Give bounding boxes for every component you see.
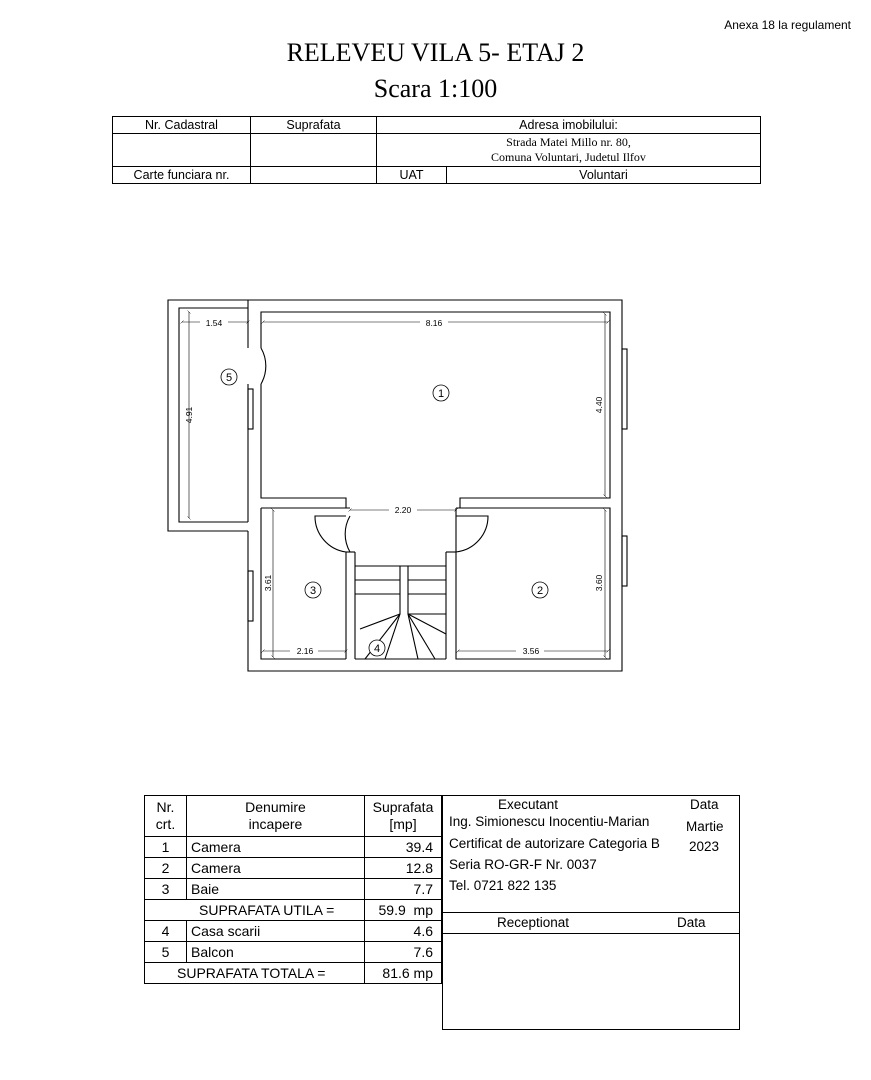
annex-note: Anexa 18 la regulament <box>724 18 851 32</box>
receptionat-label: Receptionat <box>497 915 570 930</box>
data2-label: Data <box>677 915 706 930</box>
rooms-area-table <box>144 795 442 984</box>
row-area: 39.4 <box>365 837 442 858</box>
row-name: Balcon <box>187 942 365 963</box>
dimension-labels <box>184 318 604 656</box>
table-row <box>145 942 442 963</box>
col-name-line-1: Denumire <box>245 799 306 815</box>
nr-cadastral-value <box>113 134 251 167</box>
table-row <box>145 858 442 879</box>
adresa-value <box>377 134 761 167</box>
col-nr-header <box>145 796 187 837</box>
row-name: Camera <box>187 858 365 879</box>
executant-seria: Seria RO-GR-F Nr. 0037 <box>449 857 597 872</box>
table-row <box>145 837 442 858</box>
col-area-line-1: Suprafata <box>372 799 434 815</box>
row-nr: 1 <box>145 837 187 858</box>
col-nr-line-2: crt. <box>155 816 176 832</box>
row-name: Camera <box>187 837 365 858</box>
dim-room1-depth: 4.40 <box>594 396 604 414</box>
uat-value: Voluntari <box>447 167 761 184</box>
uat-label: UAT <box>377 167 447 184</box>
col-area-header <box>365 796 442 837</box>
executant-block <box>442 795 740 1030</box>
suprafata-label: Suprafata <box>251 117 377 134</box>
scale-label: Scara 1:100 <box>373 74 498 103</box>
col-name-header <box>187 796 365 837</box>
dimension-lines <box>182 312 608 657</box>
table-row <box>145 879 442 900</box>
divider <box>443 912 739 913</box>
walls <box>168 300 627 671</box>
row-area: 4.6 <box>365 921 442 942</box>
room-marker-1: 1 <box>437 388 445 400</box>
dim-hall-width: 2.20 <box>394 505 412 515</box>
row-nr: 4 <box>145 921 187 942</box>
col-area-line-2: [mp] <box>389 816 417 832</box>
room-markers <box>221 369 548 656</box>
adresa-line-2: Comuna Voluntari, Judetul Ilfov <box>491 150 646 164</box>
dim-balcony-length: 4.91 <box>184 406 194 424</box>
total-area-row <box>145 963 442 984</box>
dim-room3-depth: 3.61 <box>263 574 273 592</box>
room-marker-3: 3 <box>309 585 317 597</box>
executant-cert: Certificat de autorizare Categoria B <box>449 836 660 851</box>
carte-funciara-label: Carte funciara nr. <box>113 167 251 184</box>
page-title: RELEVEU VILA 5- ETAJ 2 <box>286 38 585 67</box>
table-row <box>145 921 442 942</box>
suprafata-value <box>251 134 377 167</box>
data-label: Data <box>690 797 719 812</box>
dim-main-width: 8.16 <box>425 318 443 328</box>
floor-plan <box>160 294 630 679</box>
adresa-line-1: Strada Matei Millo nr. 80, <box>506 135 631 149</box>
row-area: 7.6 <box>365 942 442 963</box>
dim-balcony-width: 1.54 <box>205 318 223 328</box>
carte-funciara-value <box>251 167 377 184</box>
nr-cadastral-label: Nr. Cadastral <box>113 117 251 134</box>
row-area: 12.8 <box>365 858 442 879</box>
adresa-label: Adresa imobilului: <box>377 117 761 134</box>
room-marker-2: 2 <box>536 585 544 597</box>
executant-label: Executant <box>498 797 559 812</box>
total-area-value: 81.6 mp <box>365 963 442 984</box>
dim-room2-depth: 3.60 <box>594 574 604 592</box>
room-marker-4: 4 <box>373 643 381 655</box>
divider <box>443 933 739 934</box>
executant-name: Ing. Simionescu Inocentiu-Marian <box>449 814 650 829</box>
col-name-line-2: incapere <box>248 816 303 832</box>
util-area-row <box>145 900 442 921</box>
row-nr: 2 <box>145 858 187 879</box>
data-year: 2023 <box>689 839 720 854</box>
total-area-label: SUPRAFATA TOTALA = <box>145 963 365 984</box>
data-month: Martie <box>686 819 724 834</box>
property-header-table <box>112 116 761 184</box>
dim-room3-width: 2.16 <box>296 646 314 656</box>
room-marker-5: 5 <box>225 372 233 384</box>
row-name: Baie <box>187 879 365 900</box>
row-nr: 3 <box>145 879 187 900</box>
util-area-label: SUPRAFATA UTILA = <box>145 900 365 921</box>
dim-room2-width: 3.56 <box>522 646 540 656</box>
executant-tel: Tel. 0721 822 135 <box>449 878 557 893</box>
col-nr-line-1: Nr. <box>156 799 175 815</box>
row-area: 7.7 <box>365 879 442 900</box>
row-nr: 5 <box>145 942 187 963</box>
util-area-value: 59.9 mp <box>365 900 442 921</box>
row-name: Casa scarii <box>187 921 365 942</box>
